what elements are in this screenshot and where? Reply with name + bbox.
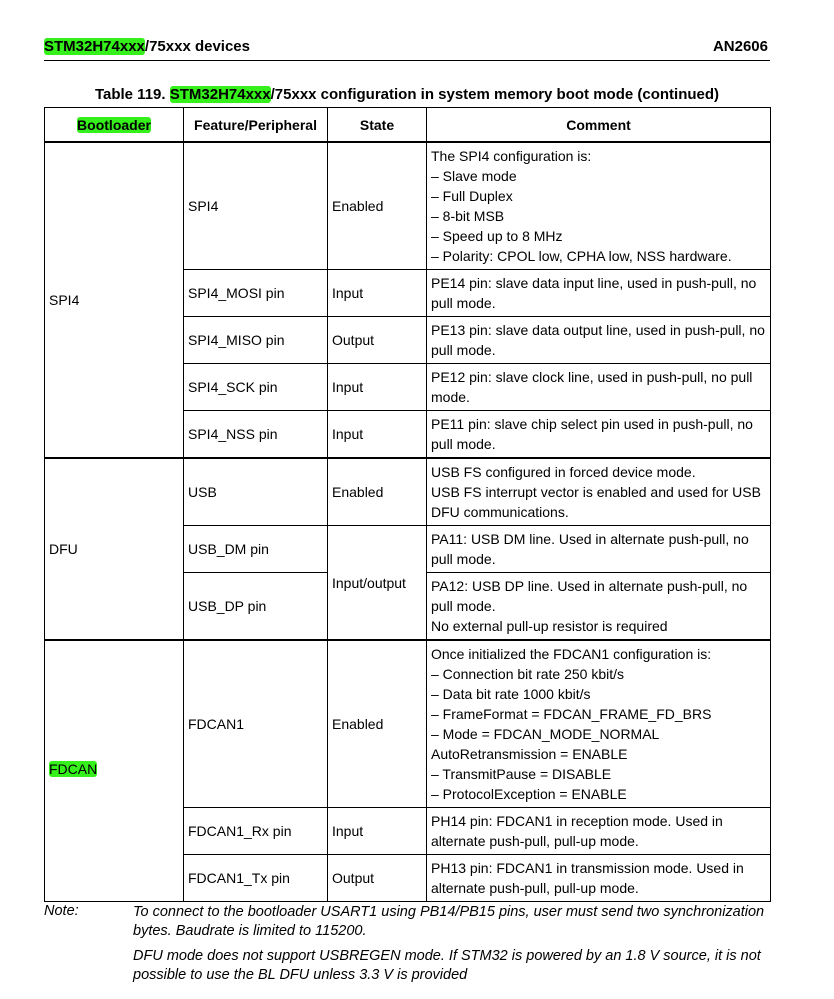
state-cell: Input [328, 411, 427, 459]
state-cell: Input [328, 270, 427, 317]
comment-cell [427, 573, 771, 641]
comment-line: – Speed up to 8 MHz [431, 228, 563, 244]
comment-cell [427, 364, 771, 411]
comment-cell [427, 458, 771, 526]
comment-line: – Connection bit rate 250 kbit/s [431, 666, 625, 682]
feature-cell: FDCAN1 [184, 640, 328, 808]
highlighted-text: Bootloader [77, 116, 151, 133]
table-header-row [45, 108, 771, 143]
caption-prefix: Table 119. [94, 86, 170, 103]
comment-line: – 8-bit MSB [431, 208, 505, 224]
comment-cell [427, 270, 771, 317]
comment-cell [427, 640, 771, 808]
caption-rest: /75xxx configuration in system memory boot mode (continued) [270, 86, 720, 103]
feature-cell: FDCAN1_Rx pin [184, 808, 328, 855]
feature-cell: SPI4_MOSI pin [184, 270, 328, 317]
comment-line: – Mode = FDCAN_MODE_NORMAL [431, 726, 660, 742]
column-header-state: State [328, 108, 427, 143]
state-cell: Input [328, 808, 427, 855]
bootloader-cell [45, 640, 184, 902]
comment-line: PH13 pin: FDCAN1 in transmission mode. Used in alternate push-pull, pull-up mode. [431, 860, 744, 896]
table-row [45, 640, 771, 808]
comment-line: Once initialized the FDCAN1 configuration is: [431, 646, 712, 662]
comment-line: – Polarity: CPOL low, CPHA low, NSS hardware. [431, 248, 732, 264]
feature-cell: SPI4_MISO pin [184, 317, 328, 364]
highlighted-text: STM32H74xxx [44, 38, 145, 55]
state-cell: Output [328, 317, 427, 364]
configuration-table [44, 107, 771, 902]
comment-cell [427, 411, 771, 459]
comment-line: PE12 pin: slave clock line, used in push-pull, no pull mode. [431, 369, 753, 405]
feature-cell: USB [184, 458, 328, 526]
bootloader-name: SPI4 [49, 292, 80, 308]
comment-line: – Full Duplex [431, 188, 513, 204]
comment-line: AutoRetransmission = ENABLE [431, 746, 628, 762]
note-paragraph: To connect to the bootloader USART1 using PB14/PB15 pins, user must send two synchronization bytes. Baudrate is limited to 115200. [133, 904, 765, 939]
comment-cell [427, 855, 771, 902]
state-cell: Input [328, 364, 427, 411]
comment-line: USB FS configured in forced device mode. [431, 464, 696, 480]
state-cell: Enabled [328, 458, 427, 526]
comment-line: PE13 pin: slave data output line, used in push-pull, no pull mode. [431, 322, 765, 358]
bootloader-cell [45, 142, 184, 458]
column-header-bootloader [45, 108, 184, 143]
comment-line: – Data bit rate 1000 kbit/s [431, 686, 591, 702]
comment-line: PA11: USB DM line. Used in alternate push-pull, no pull mode. [431, 531, 749, 567]
comment-line: – Slave mode [431, 168, 517, 184]
comment-line: The SPI4 configuration is: [431, 148, 592, 164]
state-cell: Enabled [328, 640, 427, 808]
column-header-comment: Comment [427, 108, 771, 143]
comment-line: USB FS interrupt vector is enabled and used for USB DFU communications. [431, 484, 761, 520]
column-header-feature: Feature/Peripheral [184, 108, 328, 143]
comment-line: – FrameFormat = FDCAN_FRAME_FD_BRS [431, 706, 712, 722]
comment-cell [427, 317, 771, 364]
feature-cell: USB_DM pin [184, 526, 328, 573]
comment-line: PE11 pin: slave chip select pin used in push-pull, no pull mode. [431, 416, 753, 452]
bootloader-cell [45, 458, 184, 640]
table-body [45, 142, 771, 902]
comment-cell [427, 808, 771, 855]
document-header-title [44, 38, 250, 55]
table-row [45, 458, 771, 526]
note-paragraph: DFU mode does not support USBREGEN mode. If STM32 is powered by an 1.8 V source, it is not possible to use the BL DFU unless 3.3 V is provided [133, 948, 761, 983]
comment-line: No external pull-up resistor is required [431, 618, 668, 634]
table-row [45, 142, 771, 270]
feature-cell: USB_DP pin [184, 573, 328, 641]
state-cell: Enabled [328, 142, 427, 270]
feature-cell: SPI4 [184, 142, 328, 270]
header-title-rest: /75xxx devices [144, 38, 250, 55]
feature-cell: SPI4_SCK pin [184, 364, 328, 411]
note-label: Note: [44, 903, 79, 919]
bootloader-name: DFU [49, 541, 78, 557]
comment-line: – ProtocolException = ENABLE [431, 786, 627, 802]
header-divider [44, 60, 770, 61]
comment-cell [427, 142, 771, 270]
comment-line: PE14 pin: slave data input line, used in push-pull, no pull mode. [431, 275, 757, 311]
comment-cell [427, 526, 771, 573]
comment-line: PA12: USB DP line. Used in alternate push-pull, no pull mode. [431, 578, 748, 614]
comment-line: – TransmitPause = DISABLE [431, 766, 612, 782]
state-cell: Output [328, 855, 427, 902]
bootloader-name: FDCAN [49, 761, 98, 777]
feature-cell: SPI4_NSS pin [184, 411, 328, 459]
table-caption [44, 86, 770, 103]
state-cell: Input/output [328, 526, 427, 641]
document-id: AN2606 [712, 38, 768, 55]
highlighted-text: STM32H74xxx [169, 86, 271, 103]
comment-line: PH14 pin: FDCAN1 in reception mode. Used in alternate push-pull, pull-up mode. [431, 813, 723, 849]
feature-cell: FDCAN1_Tx pin [184, 855, 328, 902]
